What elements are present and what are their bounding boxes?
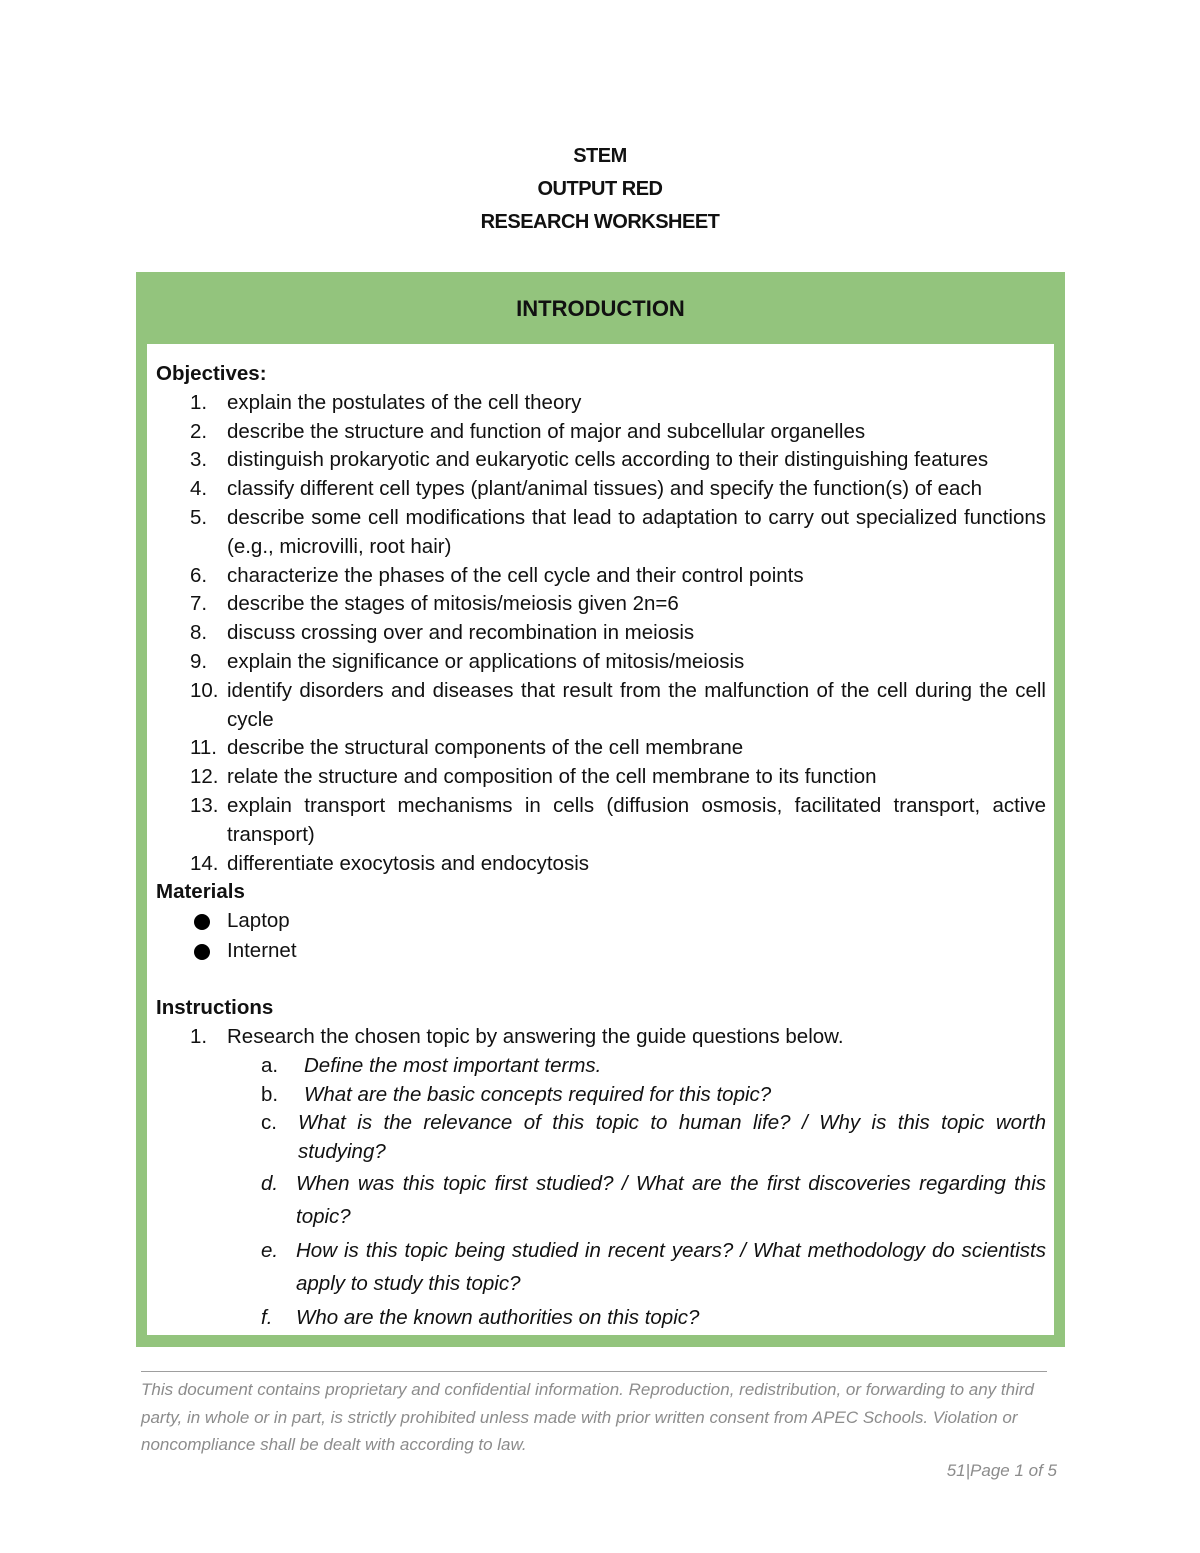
objective-item: 10. identify disorders and diseases that result from the malfunction of the cell during the cell cycle <box>190 678 1046 731</box>
instructions-label: Instructions <box>156 996 274 1020</box>
guide-question: c. What is the relevance of this topic to human life? / Why is this topic worth studying? <box>261 1111 1046 1164</box>
materials-label: Materials <box>156 880 245 904</box>
instruction-step: 1. Research the chosen topic by answering the guide questions below. <box>190 1024 844 1048</box>
objective-item: 6. characterize the phases of the cell cycle and their control points <box>190 563 804 587</box>
guide-question: a. Define the most important terms. <box>261 1053 602 1077</box>
header-worksheet-title: RESEARCH WORKSHEET <box>480 211 720 233</box>
guide-questions-list <box>156 1052 1046 1334</box>
materials-list <box>156 907 1046 966</box>
objective-item: 13. explain transport mechanisms in cells (diffusion osmosis, facilitated transport, active transport) <box>190 793 1046 846</box>
page-number: 51|Page 1 of 5 <box>946 1461 1057 1480</box>
objective-item: 4. classify different cell types (plant/animal tissues) and specify the function(s) of each <box>190 477 983 501</box>
objectives-list <box>156 389 1046 879</box>
objective-item: 5. describe some cell modifications that lead to adaptation to carry out specialized functions (e.g., microvilli, root hair) <box>190 505 1046 558</box>
introduction-title: INTRODUCTION <box>516 296 685 321</box>
document-header <box>0 140 1200 239</box>
objectives-label: Objectives: <box>156 362 267 385</box>
introduction-panel <box>147 344 1054 1335</box>
header-output: OUTPUT RED <box>537 178 663 200</box>
bullet-icon <box>194 914 210 930</box>
guide-question: e. How is this topic being studied in recent years? / What methodology do scientists apply to study this topic? <box>261 1238 1046 1295</box>
objective-item: 9. explain the significance or applications of mitosis/meiosis <box>190 649 745 673</box>
confidentiality-notice: This document contains proprietary and confidential information. Reproduction, redistribution, or forwarding to any third party, in whole or in part, is strictly prohibited unless made with prior written consent from APEC Schools. Violation or noncompliance shall be dealt with according to law. <box>141 1380 1034 1454</box>
objective-item: 14. differentiate exocytosis and endocytosis <box>190 851 590 875</box>
header-subject: STEM <box>573 145 627 167</box>
guide-question: f. Who are the known authorities on this topic? <box>261 1305 700 1329</box>
objective-item: 7. describe the stages of mitosis/meiosis given 2n=6 <box>190 592 679 616</box>
guide-question: b. What are the basic concepts required for this topic? <box>261 1082 772 1106</box>
material-item: Internet <box>156 937 1046 967</box>
bullet-icon <box>194 944 210 960</box>
objective-item: 1. explain the postulates of the cell theory <box>190 390 582 414</box>
objective-item: 12. relate the structure and composition of the cell membrane to its function <box>190 765 877 789</box>
introduction-box <box>136 272 1065 1347</box>
guide-question: d. When was this topic first studied? / What are the first discoveries regarding this topic? <box>261 1171 1046 1228</box>
objective-item: 3. distinguish prokaryotic and eukaryotic cells according to their distinguishing features <box>190 448 989 472</box>
material-item: Laptop <box>156 907 1046 937</box>
objective-item: 8. discuss crossing over and recombination in meiosis <box>190 621 695 645</box>
introduction-content <box>156 360 1046 1335</box>
objective-item: 11. describe the structural components of the cell membrane <box>190 736 744 760</box>
objective-item: 2. describe the structure and function of major and subcellular organelles <box>190 419 866 443</box>
footer-divider <box>141 1371 1047 1372</box>
